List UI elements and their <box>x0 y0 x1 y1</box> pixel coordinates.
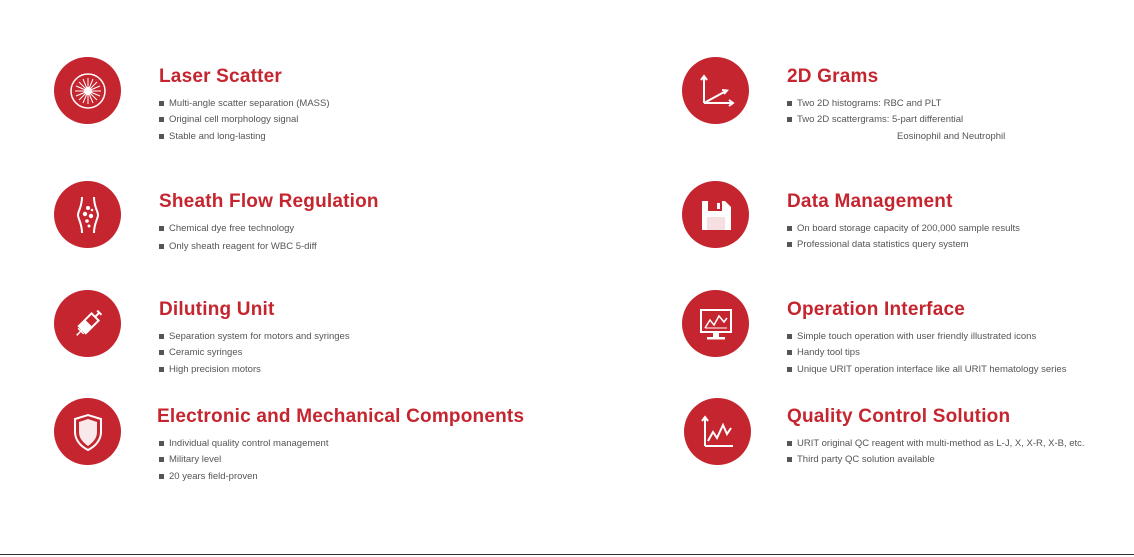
list-item: Only sheath reagent for WBC 5-diff <box>159 239 379 255</box>
list-item: Original cell morphology signal <box>159 112 330 128</box>
feature-bullets <box>787 436 1085 469</box>
list-item: Third party QC solution available <box>787 452 1085 468</box>
list-item: On board storage capacity of 200,000 sample results <box>787 221 1020 237</box>
feature-bullets <box>787 96 1005 145</box>
list-item: Stable and long-lasting <box>159 129 330 145</box>
feature-bullets <box>159 436 524 485</box>
feature-title: Sheath Flow Regulation <box>159 191 379 212</box>
list-item: URIT original QC reagent with multi-method as L-J, X, X-R, X-B, etc. <box>787 436 1085 452</box>
list-item: Two 2D histograms: RBC and PLT <box>787 96 1005 112</box>
feature-bullets <box>159 329 350 378</box>
line-chart-icon <box>684 398 751 465</box>
axes-icon <box>682 57 749 124</box>
monitor-chart-icon <box>682 290 749 357</box>
feature-bullets <box>159 96 330 145</box>
bottom-divider <box>0 554 1134 555</box>
list-item: Unique URIT operation interface like all URIT hematology series <box>787 362 1066 378</box>
feature-bullets <box>787 329 1066 378</box>
list-item: Military level <box>159 452 524 468</box>
list-item: Individual quality control management <box>159 436 524 452</box>
list-item: Two 2D scattergrams: 5-part differential <box>787 112 1005 128</box>
feature-title: 2D Grams <box>787 66 879 87</box>
list-item: Separation system for motors and syringes <box>159 329 350 345</box>
feature-bullets <box>159 221 379 256</box>
floppy-disk-icon <box>682 181 749 248</box>
list-item: High precision motors <box>159 362 350 378</box>
list-item: 20 years field-proven <box>159 469 524 485</box>
list-item: Multi-angle scatter separation (MASS) <box>159 96 330 112</box>
list-item: Ceramic syringes <box>159 345 350 361</box>
list-item: Chemical dye free technology <box>159 221 379 237</box>
feature-title: Data Management <box>787 191 953 212</box>
laser-burst-icon <box>54 57 121 124</box>
list-item-continuation: Eosinophil and Neutrophil <box>897 130 1006 142</box>
blood-vessel-icon <box>54 181 121 248</box>
list-item: Simple touch operation with user friendly illustrated icons <box>787 329 1066 345</box>
feature-title: Quality Control Solution <box>787 406 1011 427</box>
list-item: Handy tool tips <box>787 345 1066 361</box>
feature-bullets <box>787 221 1020 254</box>
list-item: Professional data statistics query system <box>787 237 1020 253</box>
feature-title: Electronic and Mechanical Components <box>157 406 525 427</box>
feature-title: Diluting Unit <box>159 299 275 320</box>
feature-title: Operation Interface <box>787 299 966 320</box>
shield-icon <box>54 398 121 465</box>
feature-title: Laser Scatter <box>159 66 283 87</box>
syringe-icon <box>54 290 121 357</box>
